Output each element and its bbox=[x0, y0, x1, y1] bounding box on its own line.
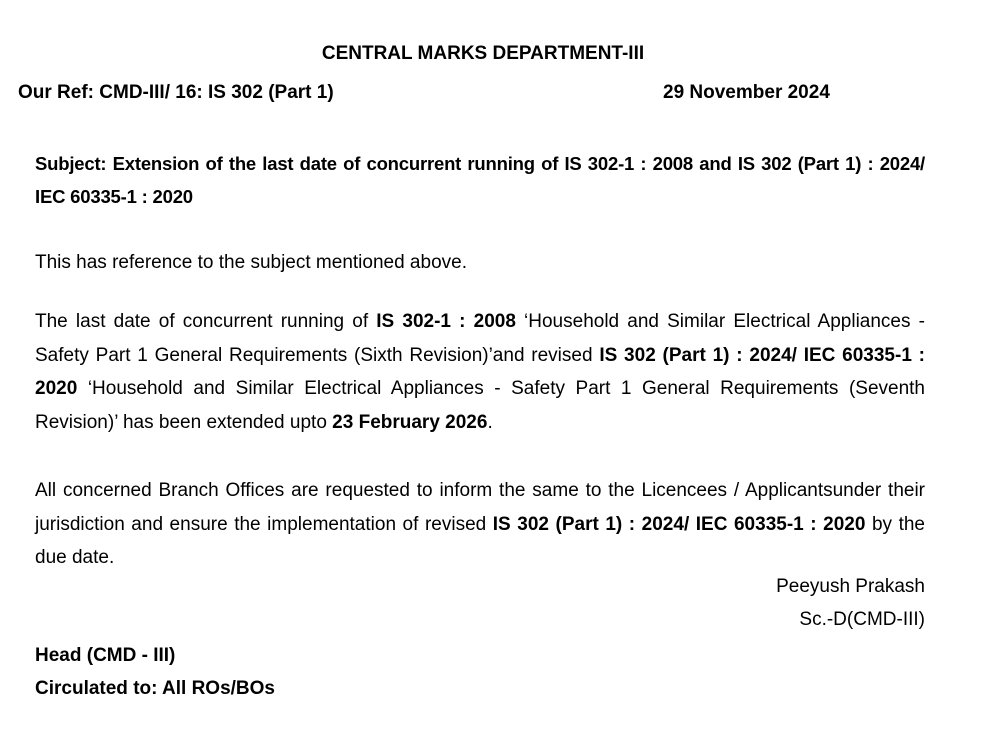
extended-date: 23 February 2026 bbox=[332, 411, 488, 433]
request-paragraph bbox=[35, 474, 925, 575]
text-run: All concerned Branch Offices are requested to inform the same to the Licencees / Applicantsunder their jurisdiction and ensure the implementation of revised bbox=[35, 480, 925, 535]
reference-paragraph: This has reference to the subject mentioned above. bbox=[35, 252, 467, 273]
text-run: ‘Household and Similar Electrical Appliances - Safety Part 1 General Requirements (Seventh Revision)’ has been extended upto bbox=[35, 378, 925, 433]
text-run: . bbox=[487, 411, 493, 433]
signatory-designation: Sc.-D(CMD-III) bbox=[799, 609, 925, 630]
standard-revised: IS 302 (Part 1) : 2024/ IEC 60335-1 : 2020 bbox=[492, 513, 866, 535]
department-title: CENTRAL MARKS DEPARTMENT-III bbox=[321, 43, 645, 64]
issuing-head: Head (CMD - III) bbox=[35, 645, 176, 666]
circulation-list: Circulated to: All ROs/BOs bbox=[35, 678, 275, 699]
text-run: by the due date. bbox=[35, 513, 926, 568]
text-run: ‘Household and Similar Electrical Appliances - Safety Part 1 General Requirements (Sixth Revision)’and revised bbox=[35, 311, 925, 366]
signatory-name: Peeyush Prakash bbox=[776, 576, 925, 597]
subject-line: Subject: Extension of the last date of concurrent running of IS 302-1 : 2008 and IS 302 (Part 1) : 2024/ IEC 60335-1 : 2020 bbox=[35, 153, 925, 207]
reference-number: Our Ref: CMD-III/ 16: IS 302 (Part 1) bbox=[18, 82, 334, 103]
extension-paragraph bbox=[35, 305, 925, 439]
text-run: The last date of concurrent running of bbox=[35, 311, 377, 332]
standard-revised: IS 302 (Part 1) : 2024/ IEC 60335-1 : 2020 bbox=[35, 344, 926, 399]
standard-old: IS 302-1 : 2008 bbox=[376, 311, 516, 332]
document-date: 29 November 2024 bbox=[663, 82, 830, 103]
